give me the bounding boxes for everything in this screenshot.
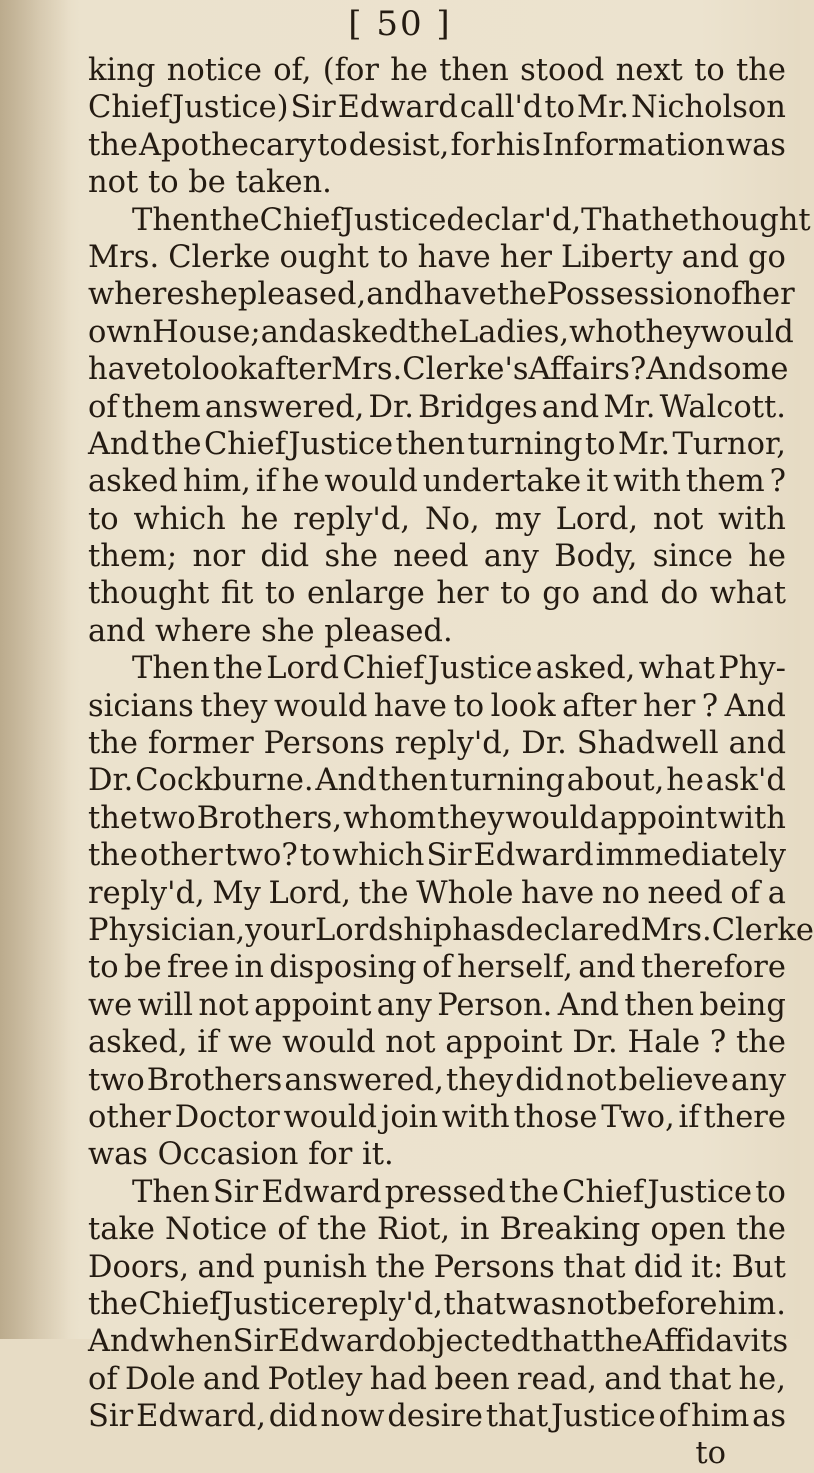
text-line: the former Persons reply'd, Dr. Shadwell and — [88, 726, 786, 762]
text-line: other Doctor would join with those Two, if there — [88, 1099, 786, 1135]
page-number: [ 50 ] — [348, 4, 452, 44]
text-line: to — [695, 1436, 726, 1472]
text-line: them; nor did she need any Body, since he — [88, 539, 786, 575]
text-line: Chief Justice) Sir Edward call'd to Mr. Nicholson — [88, 90, 786, 126]
text-line: sicians they would have to look after her ? And — [88, 688, 786, 724]
text-line: thought fit to enlarge her to go and do what — [88, 576, 786, 612]
text-line: the Chief Justice reply'd, that was not before him. — [88, 1286, 786, 1322]
text-line: have to look after Mrs. Clerke's Affairs ? And some — [88, 352, 789, 388]
text-line: And when Sir Edward objected that the Affidavits — [88, 1324, 789, 1360]
text-line: asked him, if he would undertake it with them ? — [88, 464, 786, 500]
text-line: two Brothers answered, they did not believe any — [88, 1062, 786, 1098]
text-line: And the Chief Justice then turning to Mr. Turnor, — [88, 426, 786, 462]
text-line: to be free in disposing of herself, and therefore — [88, 950, 786, 986]
text-line: to which he reply'd, No, my Lord, not with — [88, 501, 786, 537]
text-line: king notice of, (for he then stood next to the — [88, 53, 786, 88]
text-line: of Dole and Potley had been read, and that he, — [88, 1361, 786, 1397]
text-line: was Occasion for it. — [88, 1137, 394, 1173]
text-line: the two Brothers, whom they would appoint with — [88, 800, 786, 836]
text-line: take Notice of the Riot, in Breaking open the — [88, 1212, 786, 1248]
text-line: where she pleased, and have the Possession of her — [88, 277, 795, 313]
text-line: Then Sir Edward pressed the Chief Justice to — [132, 1174, 786, 1210]
text-line: Then the Lord Chief Justice asked, what Phy- — [132, 651, 786, 687]
text-line: not to be taken. — [88, 165, 332, 201]
text-line: the Apothecary to desist, for his Information was — [88, 127, 786, 163]
text-line: Mrs. Clerke ought to have her Liberty and go — [88, 239, 786, 275]
text-line: Physician, your Lordship has declared Mrs. Clerke — [88, 912, 814, 948]
page-gutter-shadow — [0, 0, 70, 1339]
text-line: Dr. Cockburne. And then turning about, he ask'd — [88, 763, 786, 799]
page-text — [88, 52, 814, 1473]
text-line: Then the Chief Justice declar'd, That he thought — [132, 202, 811, 238]
text-line: reply'd, My Lord, the Whole have no need of a — [88, 875, 786, 911]
text-line: of them answered, Dr. Bridges and Mr. Walcott. — [88, 389, 786, 425]
text-line: asked, if we would not appoint Dr. Hale ? the — [88, 1025, 786, 1061]
text-line: the other two? to which Sir Edward immediately — [88, 838, 786, 874]
text-line: Sir Edward, did now desire that Justice of him as — [88, 1399, 786, 1435]
text-line: own House; and asked the Ladies, who they would — [88, 314, 794, 350]
text-line: Doors, and punish the Persons that did it: But — [88, 1249, 786, 1285]
text-line: we will not appoint any Person. And then being — [88, 987, 786, 1023]
text-line: and where she pleased. — [88, 613, 453, 649]
